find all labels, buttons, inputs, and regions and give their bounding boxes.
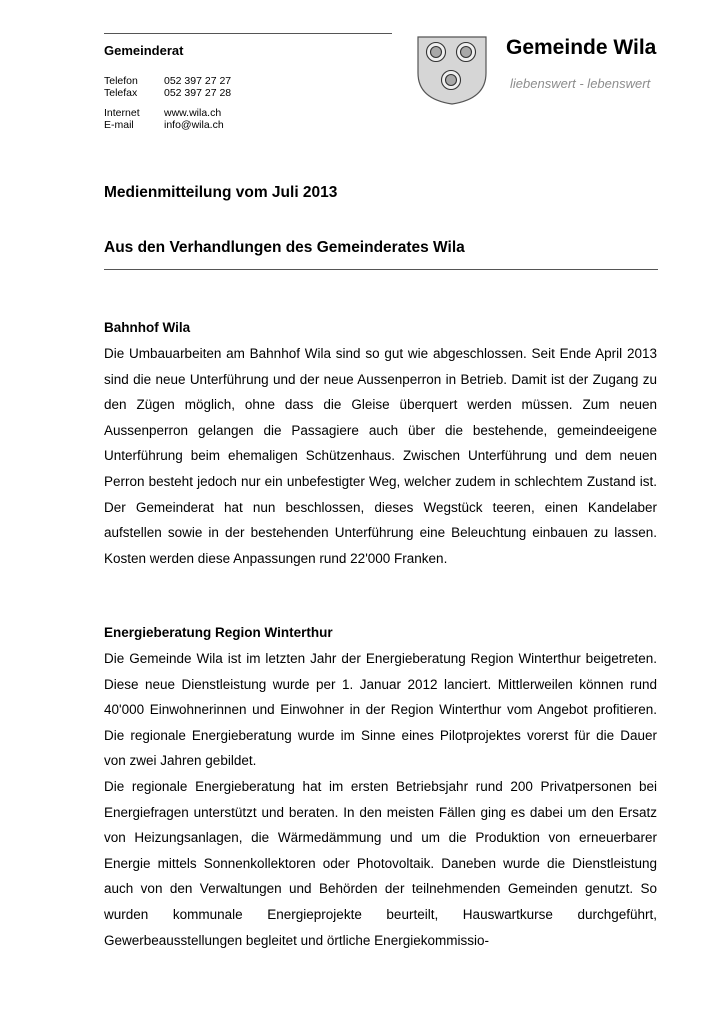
phone-label: Telefon (104, 75, 138, 87)
internet-line (104, 108, 221, 120)
paragraph-energieberatung-1: Die Gemeinde Wila ist im letzten Jahr der Energieberatung Region Winterthur beigetreten. Diese neue Dienstleistung wurde per 1. Januar 2012 lanciert. Mittlerweilen können rund 40'000 Einwohnerinnen und Einwohner in der Region Winterthur vom Angebot profitieren. Die regionale Energieberatung wurde im Sinne eines Pilotprojektes vorerst für die Dauer von zwei Jahren gebildet. (104, 651, 657, 769)
section-heading-energieberatung: Energieberatung Region Winterthur (104, 625, 333, 640)
municipality-tagline: liebenswert - lebenswert (510, 76, 651, 91)
paragraph-bahnhof: Die Umbauarbeiten am Bahnhof Wila sind so gut wie abgeschlossen. Seit Ende April 2013 sind die neue Unterführung und der neue Aussenperron in Betrieb. Damit ist der Zugang zu den Zügen möglich, ohne dass die Gleise überquert werden müssen. Zum neuen Aussenperron gelangen die Passagiere auch über die bestehende, gemeindeeigene Unterführung beim ehemaligen Schützenhaus. Zwischen Unterführung und dem neuen Perron besteht jedoch nur ein unbefestigter Weg, welcher zudem in schlechtem Zustand ist. Der Gemeinderat hat nun beschlossen, dieses Wegstück teeren, einen Kandelaber aufstellen sowie in der bestehenden Unterführung eine Beleuchtung einbauen zu lassen. Kosten werden diese Anpassungen rund 22'000 Franken. (104, 346, 657, 566)
internet-link[interactable]: www.wila.ch (164, 107, 222, 119)
document-subtitle: Aus den Verhandlungen des Gemeinderates Wila (104, 239, 465, 256)
coat-of-arms-icon (416, 35, 488, 105)
phone-value: 052 397 27 27 (164, 75, 232, 87)
section-heading-bahnhof: Bahnhof Wila (104, 320, 191, 335)
internet-label: Internet (104, 107, 140, 119)
council-label: Gemeinderat (104, 43, 184, 58)
municipality-name: Gemeinde Wila (506, 36, 657, 59)
title-rule (104, 269, 658, 270)
phone-line (104, 76, 231, 88)
email-line (104, 120, 224, 132)
header-rule (104, 33, 392, 34)
email-link[interactable]: info@wila.ch (164, 119, 224, 131)
fax-line (104, 88, 231, 100)
fax-label: Telefax (104, 87, 138, 99)
email-label: E-mail (104, 119, 134, 131)
document-title: Medienmitteilung vom Juli 2013 (104, 184, 338, 201)
paragraph-energieberatung-2: Die regionale Energieberatung hat im ersten Betriebsjahr rund 200 Privatpersonen bei Energiefragen unterstützt und beraten. In den meisten Fällen ging es dabei um den Ersatz von Heizungsanlagen, die Wärmedämmung und um die Produktion von erneuerbarer Energie mittels Sonnenkollektoren oder Photovoltaik. Daneben wurde die Dienstleistung auch von den Verwaltungen und Behörden der teilnehmenden Gemeinden genutzt. So wurden kommunale Energieprojekte beurteilt, Hauswartkurse durchgeführt, Gewerbeausstellungen begleitet und örtliche Energiekommissio- (104, 779, 657, 948)
fax-value: 052 397 27 28 (164, 87, 232, 99)
